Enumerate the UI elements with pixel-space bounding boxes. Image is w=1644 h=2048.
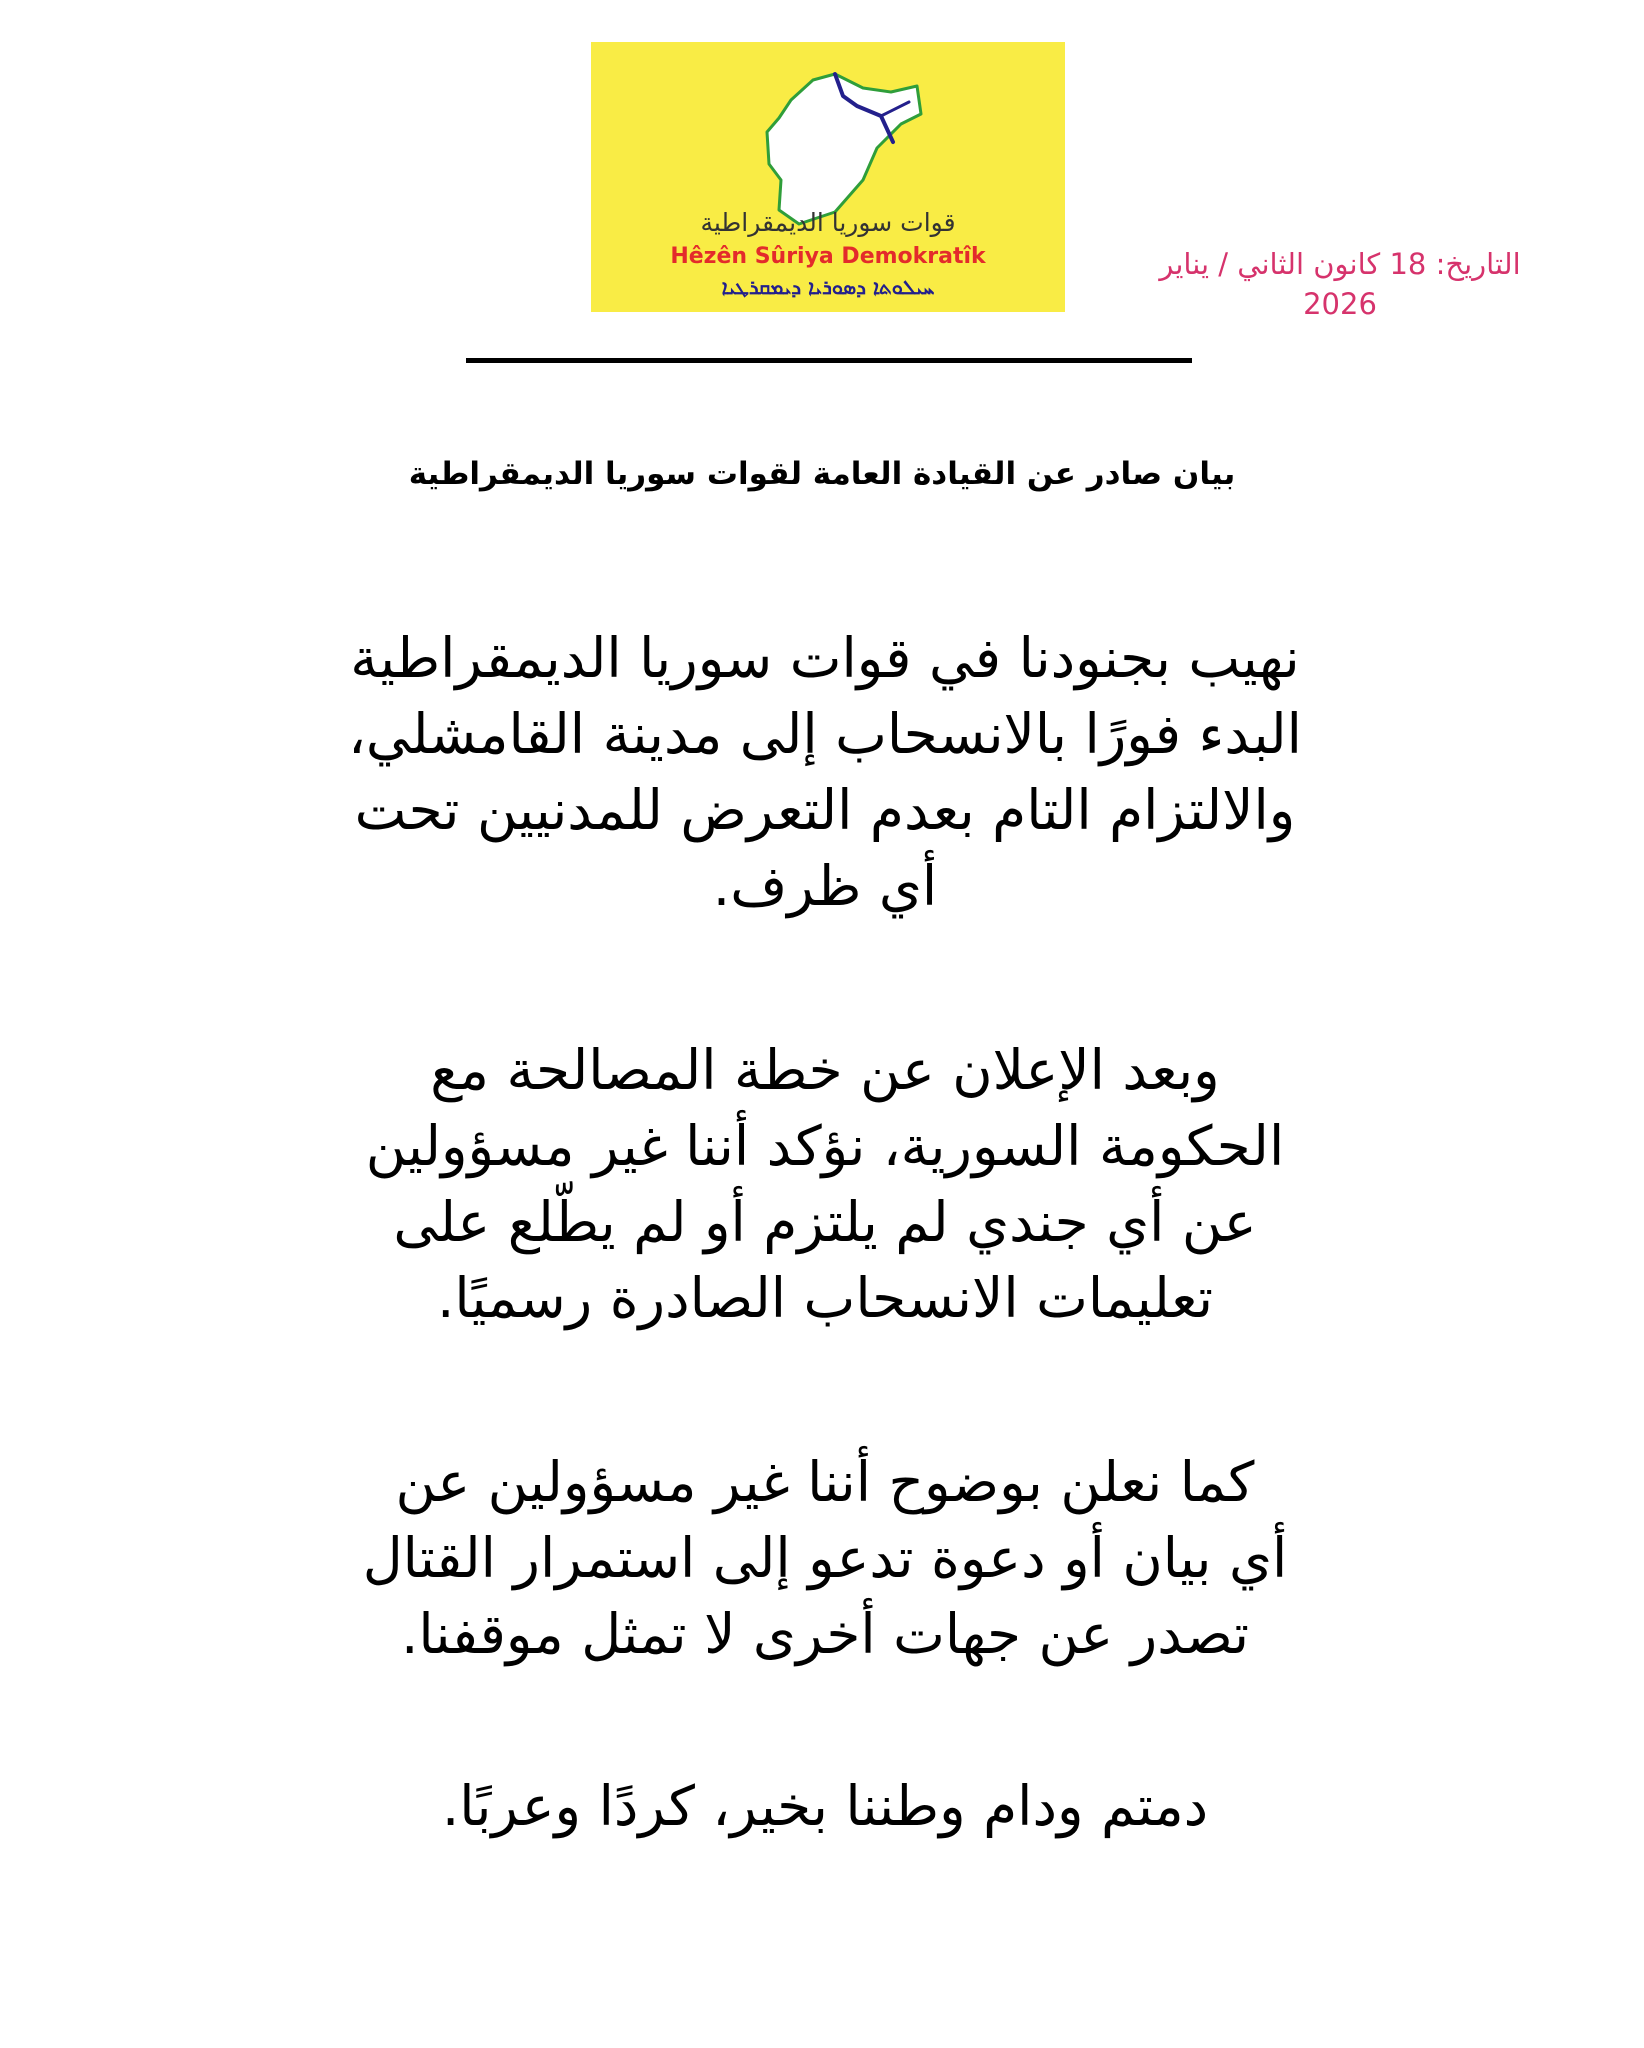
paragraph-line: وبعد الإعلان عن خطة المصالحة مع: [430, 1038, 1220, 1102]
logo-syriac-name: ܚܝܠܘܬܐ ܕܣܘܪܝܐ ܕܝܡܩܪܛܝܐ: [721, 275, 935, 299]
date-year: 2026: [1303, 287, 1377, 321]
paragraph-line: دمتم ودام وطننا بخير، كردًا وعربًا.: [441, 1774, 1209, 1838]
paragraph-line: تعليمات الانسحاب الصادرة رسميًا.: [436, 1266, 1214, 1330]
logo-kurdish-name: Hêzên Sûriya Demokratîk: [670, 244, 986, 269]
logo-arabic-name: قوات سوريا الديمقراطية: [700, 208, 956, 237]
paragraph-line: الحكومة السورية، نؤكد أننا غير مسؤولين: [365, 1114, 1285, 1178]
paragraph-line: تصدر عن جهات أخرى لا تمثل موقفنا.: [400, 1602, 1250, 1666]
statement-paragraph: [175, 620, 1475, 924]
paragraph-line: البدء فورًا بالانسحاب إلى مدينة القامشلي،: [348, 702, 1302, 766]
paragraph-line: والالتزام التام بعدم التعرض للمدنيين تحت: [354, 778, 1296, 842]
paragraph-line: عن أي جندي لم يلتزم أو لم يطّلع على: [393, 1190, 1257, 1254]
header-divider: [466, 358, 1192, 363]
paragraph-line: نهيب بجنودنا في قوات سوريا الديمقراطية: [350, 626, 1300, 690]
paragraph-line: أي ظرف.: [712, 854, 938, 918]
paragraph-line: كما نعلن بوضوح أننا غير مسؤولين عن: [395, 1450, 1255, 1514]
closing-line: [175, 1768, 1475, 1844]
statement-date: [1080, 244, 1600, 324]
paragraph-line: أي بيان أو دعوة تدعو إلى استمرار القتال: [362, 1526, 1288, 1590]
date-line: التاريخ: 18 كانون الثاني / يناير: [1159, 247, 1521, 281]
statement-heading: بيان صادر عن القيادة العامة لقوات سوريا الديمقراطية: [408, 456, 1236, 492]
statement-paragraph: [175, 1032, 1475, 1336]
sdf-logo: [591, 42, 1065, 312]
statement-paragraph: [175, 1444, 1475, 1672]
